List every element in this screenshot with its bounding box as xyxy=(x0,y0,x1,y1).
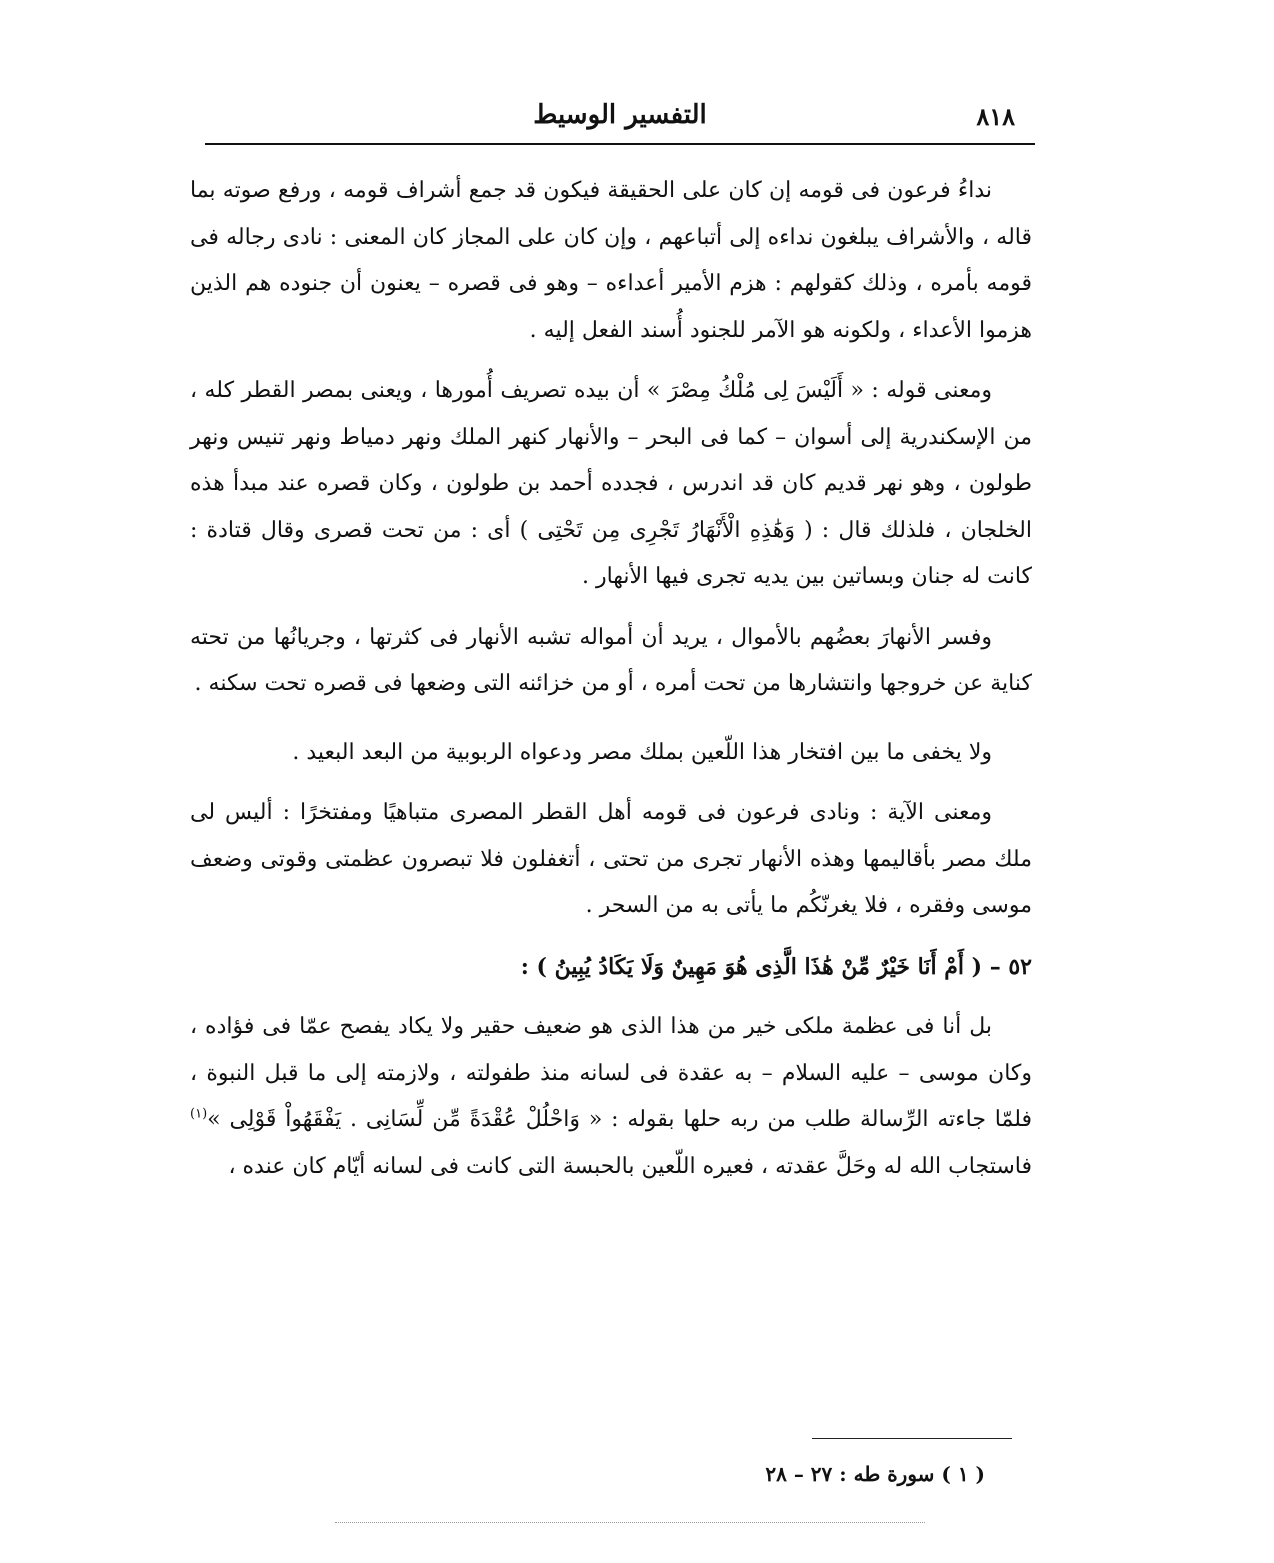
verse-heading: ٥٢ – ( أَمْ أَنَا خَيْرٌ مِّنْ هَٰذَا الَّذِى هُوَ مَهِينٌ وَلَا يَكَادُ يُبِينُ ) : xyxy=(520,953,1032,980)
footnote: ( ١ ) سورة طه : ٢٧ – ٢٨ xyxy=(765,1462,985,1486)
paragraph-4: ولا يخفى ما بين افتخار هذا اللّعين بملك مصر ودعواه الربوبية من البعد البعيد . xyxy=(292,739,992,765)
paragraph-3: وفسر الأنهارَ بعضُهم بالأموال ، يريد أن أمواله تشبه الأنهار فى كثرتها ، وجريانُها من تحته كناية عن خروجها وانتشارها من تحت أمره ، أو من خزائنه التى وضعها فى قصره تحت سكنه . xyxy=(190,624,1032,696)
header-divider xyxy=(205,143,1035,145)
paragraph-6-tail: فاستجاب الله له وحَلَّ عقدته ، فعيره اللّعين بالحبسة التى كانت فى لسانه أيّام كان عنده ، xyxy=(228,1153,1032,1179)
paragraph-2: ومعنى قوله : « أَلَيْسَ لِى مُلْكُ مِصْرَ » أن بيده تصريف أُمورها ، ويعنى بمصر القطر كله ، من الإسكندرية إلى أسوان – كما فى البحر – والأنهار كنهر الملك ونهر دمياط ونهر تنيس ونهر طولون ، وهو نهر قديم كان قد اندرس ، فجدده أحمد بن طولون ، وكان قصره عند مبدأ هذه الخلجان ، فلذلك قال : ( وَهَٰذِهِ الْأَنْهَارُ تَجْرِى مِن تَحْتِى ) أى : من تحت قصرى وقال قتادة : كانت له جنان وبساتين بين يديه تجرى فيها الأنهار . xyxy=(190,378,1032,589)
page-header xyxy=(205,96,1035,144)
footnote-divider xyxy=(812,1438,1012,1439)
page-number: ٨١٨ xyxy=(976,102,1015,131)
bottom-divider xyxy=(335,1522,925,1523)
paragraph-1: نداءُ فرعون فى قومه إن كان على الحقيقة فيكون قد جمع أشراف قومه ، ورفع صوته بما قاله ، والأشراف يبلغون نداءه إلى أتباعهم ، وإن كان على المجاز كان المعنى : نادى رجاله فى قومه بأمره ، وذلك كقولهم : هزم الأمير أعداءه – وهو فى قصره – يعنون أن جنوده هم الذين هزموا الأعداء ، ولكونه هو الآمر للجنود أُسند الفعل إليه . xyxy=(190,178,1032,343)
paragraph-6 xyxy=(190,1004,1032,1190)
running-title: التفسير الوسيط xyxy=(533,100,707,130)
main-text xyxy=(190,168,1032,1190)
paragraph-5: ومعنى الآية : ونادى فرعون فى قومه أهل القطر المصرى متباهيًا ومفتخرًا : أليس لى ملك مصر بأقاليمها وهذه الأنهار تجرى من تحتى ، أتغفلون فلا تبصرون عظمتى وقوتى وضعف موسى وفقره ، فلا يغرنّكُم ما يأتى به من السحر . xyxy=(190,800,1032,918)
footnote-ref[interactable]: (١) xyxy=(190,1106,208,1122)
paragraph-6-text: بل أنا فى عظمة ملكى خير من هذا الذى هو ضعيف حقير ولا يكاد يفصح عمّا فى فؤاده ، وكان موسى – عليه السلام – به عقدة فى لسانه منذ طفولته ، ولازمته إلى ما قبل النبوة ، فلمّا جاءته الرِّسالة طلب من ربه حلها بقوله : « وَاحْلُلْ عُقْدَةً مِّن لِّسَانِى . يَفْقَهُواْ قَوْلِى » xyxy=(190,1014,1032,1132)
